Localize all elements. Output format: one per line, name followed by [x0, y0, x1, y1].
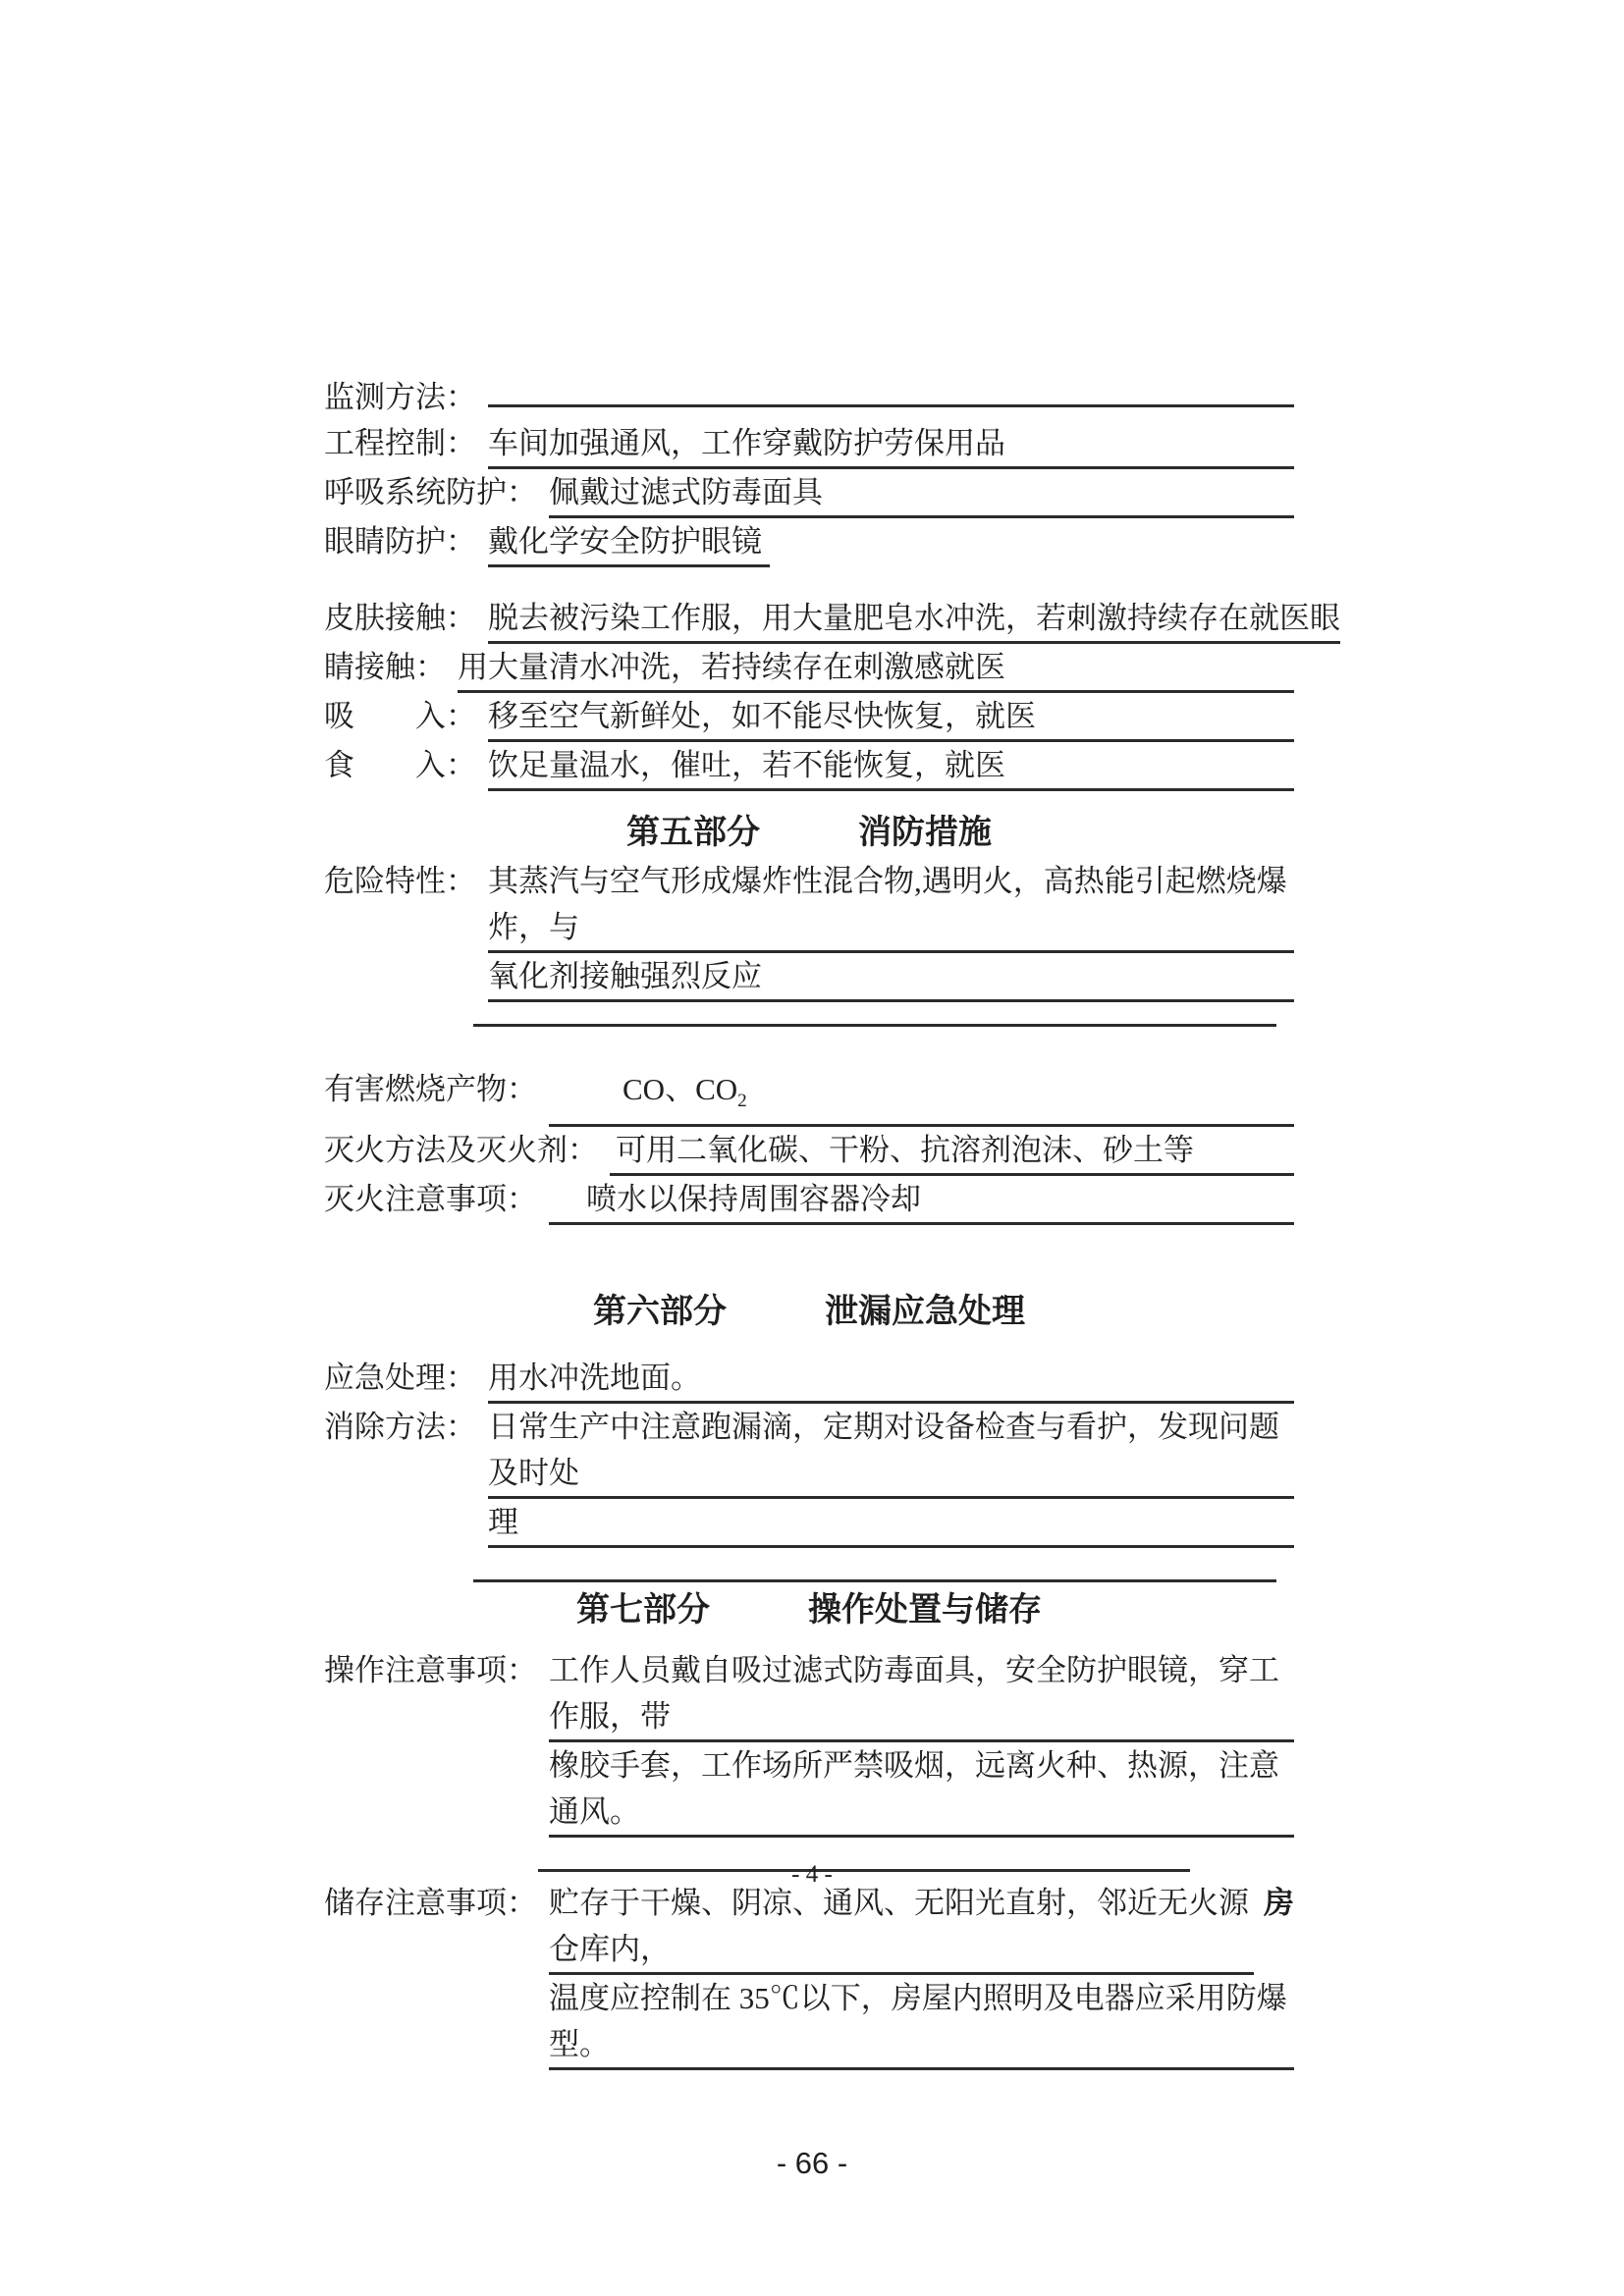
field-value-underline: 饮足量温水，催吐，若不能恢复，就医: [488, 742, 1294, 791]
field-value-lines: [488, 1404, 1294, 1548]
form-row-eye-contact-cont: [324, 644, 1294, 693]
section-number: 第五部分: [626, 814, 760, 851]
field-value-underline: [488, 365, 1294, 407]
field-label: 灭火注意事项：: [324, 1182, 537, 1217]
storage-precautions-entry: [324, 1880, 1294, 2070]
field-label: 应急处理：: [324, 1361, 476, 1396]
storage-line1-bold-tail: 房: [1264, 1886, 1294, 1921]
form-row-combustion-products: [324, 1066, 1294, 1127]
form-row-inhalation: [324, 693, 1294, 742]
form-row-skin-contact: [324, 595, 1340, 644]
field-value-underline: 移至空气新鲜处，如不能尽快恢复，就医: [488, 693, 1294, 742]
section-number: 第六部分: [593, 1293, 727, 1331]
section6-heading: [324, 1286, 1294, 1337]
form-row-ingestion: [324, 742, 1294, 791]
field-value-line1: [549, 1880, 1294, 1975]
field-label: 监测方法：: [324, 380, 476, 414]
field-value-underline: [549, 1066, 1294, 1127]
subscript-2: 2: [737, 1091, 747, 1112]
section7-heading: [324, 1584, 1294, 1635]
field-label: 消除方法：: [324, 1410, 476, 1445]
elimination-method-entry: [324, 1404, 1294, 1548]
form-row-emergency-handling: [324, 1355, 1294, 1404]
field-label: 储存注意事项：: [324, 1886, 537, 1921]
field-label: 工程控制：: [324, 426, 476, 460]
field-value-underline: 脱去被污染工作服，用大量肥皂水冲洗，若刺激持续存在就医眼: [488, 595, 1340, 644]
field-label: 有害燃烧产物：: [324, 1072, 537, 1106]
field-label: 灭火方法及灭火剂：: [324, 1133, 598, 1168]
field-value-line2: 理: [488, 1499, 1294, 1548]
form-row-monitoring-method: [324, 365, 1294, 420]
form-row-fire-fighting-notes: [324, 1176, 1294, 1225]
fire-fighting-block: [324, 1066, 1294, 1225]
field-label: 眼睛防护：: [324, 524, 476, 559]
field-value-underline: [549, 1176, 1294, 1225]
field-value-lines: [549, 1647, 1294, 1838]
field-value-line1: 工作人员戴自吸过滤式防毒面具，安全防护眼镜，穿工作服，带: [549, 1647, 1294, 1742]
hazard-characteristics-entry: [324, 858, 1294, 1002]
exposure-control-block: [324, 365, 1294, 567]
field-label: 皮肤接触：: [324, 601, 476, 635]
field-value-lines: [488, 858, 1294, 1002]
form-row-respiratory-protection: [324, 469, 1294, 518]
section-title: 泄漏应急处理: [825, 1293, 1025, 1331]
field-label: 呼吸系统防护：: [324, 475, 537, 509]
section5-heading: [324, 807, 1294, 858]
combustion-products-value: CO、CO: [623, 1072, 738, 1106]
section-title: 消防措施: [858, 814, 992, 851]
field-value-line2: 温度应控制在 35℃以下，房屋内照明及电器应采用防爆型。: [549, 1975, 1294, 2070]
field-label: 吸 入：: [324, 699, 476, 733]
field-value-line1: 日常生产中注意跑漏滴，定期对设备检查与看护，发现问题及时处: [488, 1404, 1294, 1499]
field-value-line1: 其蒸汽与空气形成爆炸性混合物,遇明火，高热能引起燃烧爆炸，与: [488, 858, 1294, 953]
field-value-underline: 车间加强通风，工作穿戴防护劳保用品: [488, 420, 1294, 469]
extinguishing-media-value: 可用二氧化碳、干粉、抗溶剂泡沫、砂土等: [616, 1133, 1194, 1168]
field-value-underline: 用水冲洗地面。: [488, 1355, 1294, 1404]
field-value-lines: [549, 1880, 1294, 2070]
handling-precautions-entry: [324, 1647, 1294, 1838]
field-label: 食 入：: [324, 748, 476, 782]
form-row-extinguishing-media: [324, 1127, 1294, 1176]
field-value-underline: [610, 1127, 1294, 1176]
field-value-line2: 氧化剂接触强烈反应: [488, 953, 1294, 1002]
outer-page-number: - 66 -: [776, 2146, 848, 2180]
field-label: 睛接触：: [324, 650, 446, 684]
storage-line1-text: 贮存于干燥、阴凉、通风、无阳光直射，邻近无火源仓库内，: [549, 1880, 1254, 1975]
fire-fighting-notes-value: 喷水以保持周围容器冷却: [586, 1182, 921, 1217]
inner-page-number: - 4 -: [791, 1861, 833, 1888]
field-value-underline: 戴化学安全防护眼镜: [488, 518, 770, 567]
section-title: 操作处置与储存: [808, 1591, 1042, 1629]
field-label: 操作注意事项：: [324, 1653, 537, 1688]
field-value-underline: 用大量清水冲洗，若持续存在刺激感就医: [458, 644, 1294, 693]
section-number: 第七部分: [576, 1591, 710, 1629]
blank-underline: [473, 1008, 1276, 1027]
field-label: 危险特性：: [324, 864, 476, 898]
form-row-engineering-control: [324, 420, 1294, 469]
first-aid-block: [324, 595, 1340, 791]
field-value-line2: 橡胶手套，工作场所严禁吸烟，远离火种、热源，注意通风。: [549, 1742, 1294, 1838]
field-value-underline: 佩戴过滤式防毒面具: [549, 469, 1294, 518]
document-content: [324, 365, 1340, 2070]
form-row-eye-protection: [324, 518, 1294, 567]
blank-underline: [473, 1556, 1276, 1582]
